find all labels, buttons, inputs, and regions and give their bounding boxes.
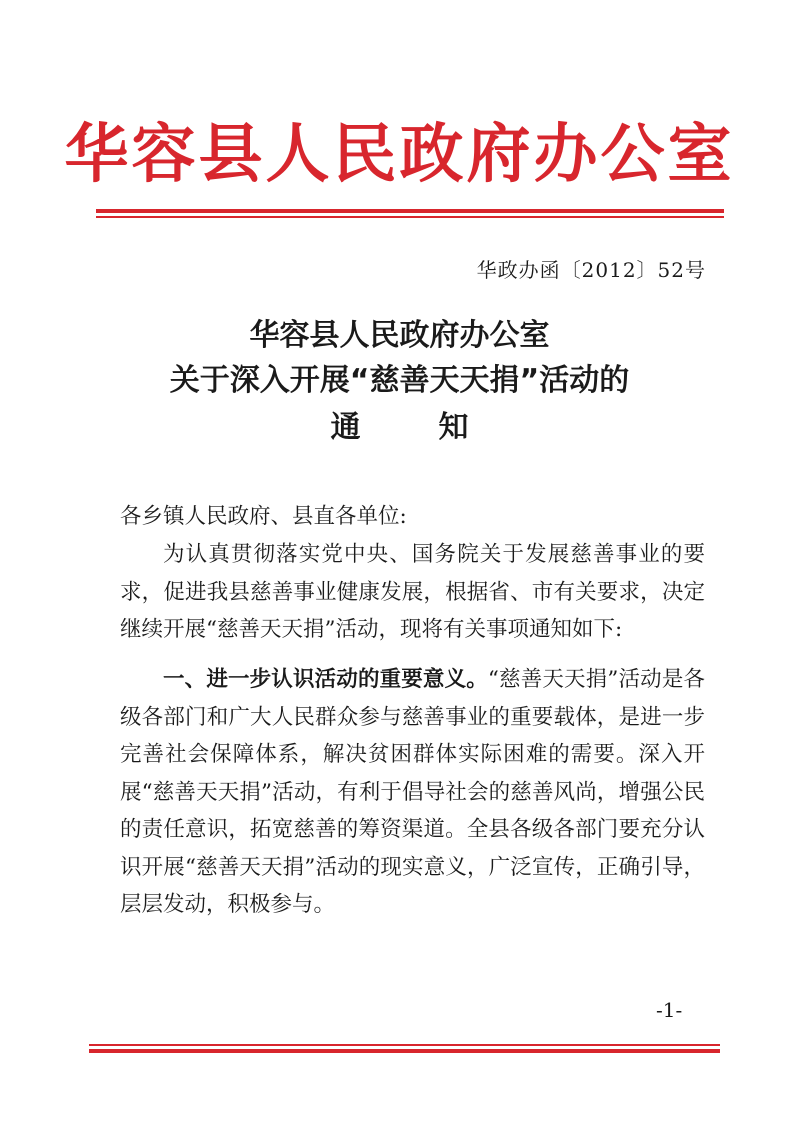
paragraph-intro [120,536,705,649]
paragraph-intro-text: 为认真贯彻落实党中央、国务院关于发展慈善事业的要求，促进我县慈善事业健康发展，根据省、市有关要求，决定继续开展“慈善天天捐”活动，现将有关事项通知如下: [120,542,705,642]
document-title-line-1: 华容县人民政府办公室 [249,318,550,353]
footer-rule-thin [89,1044,720,1046]
document-number: 华政办函〔2012〕52号 [476,258,706,282]
footer-rule-thick [89,1049,720,1053]
masthead-title: 华容县人民政府办公室 [64,118,735,192]
salutation: 各乡镇人民政府、县直各单位: [120,504,407,529]
document-title-line-2: 关于深入开展“慈善天天捐”活动的 [169,363,630,398]
masthead-rule-thick [96,209,724,213]
section-1-text: “慈善天天捐”活动是各级各部门和广大人民群众参与慈善事业的重要载体，是进一步完善社会保障体系，解决贫困群体实际困难的需要。深入开展“慈善天天捐”活动，有利于倡导社会的慈善风尚，增强公民的责任意识，拓宽慈善的筹资渠道。全县各级各部门要充分认识开展“慈善天天捐”活动的现实意义，广泛宣传，正确引导，层层发动，积极参与。 [120,667,705,917]
paragraph-section-1 [120,661,705,924]
section-1-heading: 一、进一步认识活动的重要意义。 [163,667,488,692]
masthead-rule-thin [96,216,724,218]
page-number: -1- [656,998,683,1022]
document-title-line-3: 通知 [330,410,547,445]
